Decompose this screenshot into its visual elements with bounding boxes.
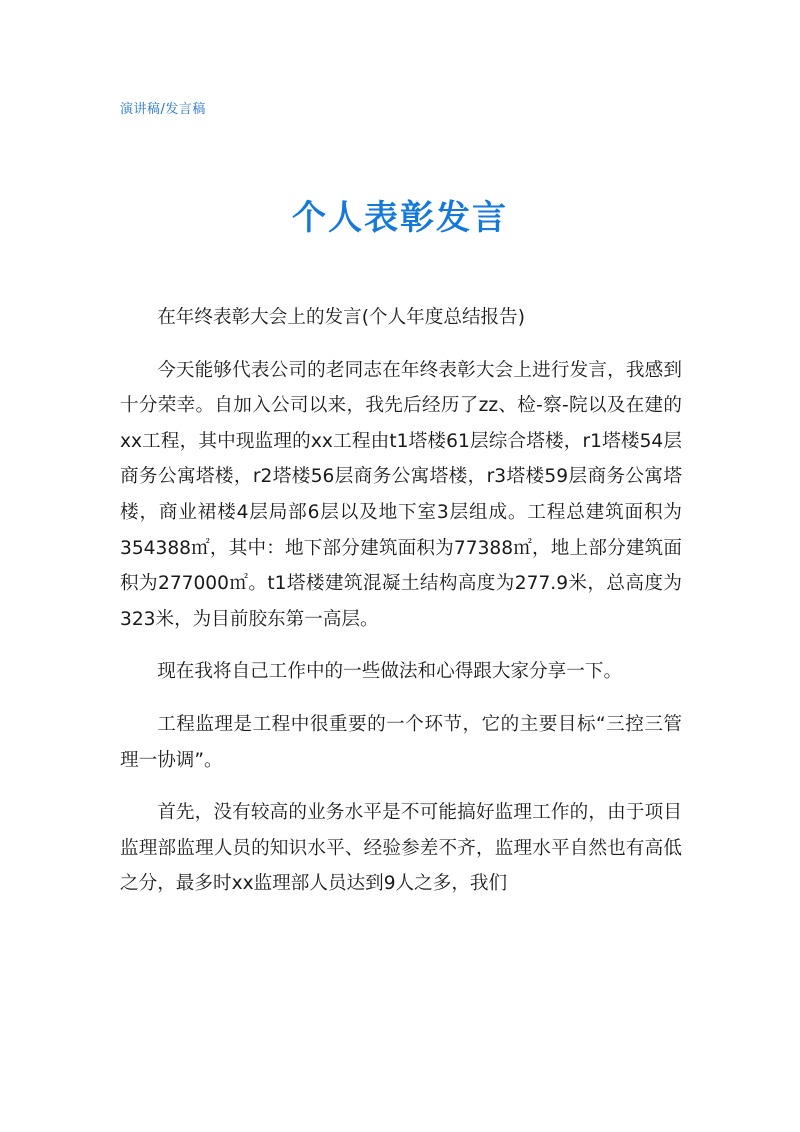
paragraph-project-intro: 今天能够代表公司的老同志在年终表彰大会上进行发言，我感到十分荣幸。自加入公司以来，我先后经历了zz、检-察-院以及在建的xx工程，其中现监理的xx工程由t1塔楼61层综合塔楼，r1塔楼54层商务公寓塔楼，r2塔楼56层商务公寓塔楼，r3塔楼59层商务公寓塔楼，商业裙楼4层局部6层以及地下室3层组成。工程总建筑面积为354388㎡，其中：地下部分建筑面积为77388㎡，地上部分建筑面积为277000㎡。t1塔楼建筑混凝土结构高度为277.9米，总高度为323米，为目前胶东第一高层。 xyxy=(120,359,682,630)
paragraph-supervision-goal: 工程监理是工程中很重要的一个环节，它的主要目标“三控三管理一协调”。 xyxy=(120,713,682,771)
paragraph-first-point: 首先，没有较高的业务水平是不可能搞好监理工作的，由于项目监理部监理人员的知识水平、经验参差不齐，监理水平自然也有高低之分，最多时xx监理部人员达到9人之多，我们 xyxy=(120,802,682,895)
category-label: 演讲稿/发言稿 xyxy=(120,102,206,117)
document-title: 个人表彰发言 xyxy=(292,198,508,238)
document-body xyxy=(120,300,682,919)
paragraph-subtitle: 在年终表彰大会上的发言(个人年度总结报告) xyxy=(157,307,525,328)
paragraph-sharing: 现在我将自己工作中的一些做法和心得跟大家分享一下。 xyxy=(157,661,623,683)
